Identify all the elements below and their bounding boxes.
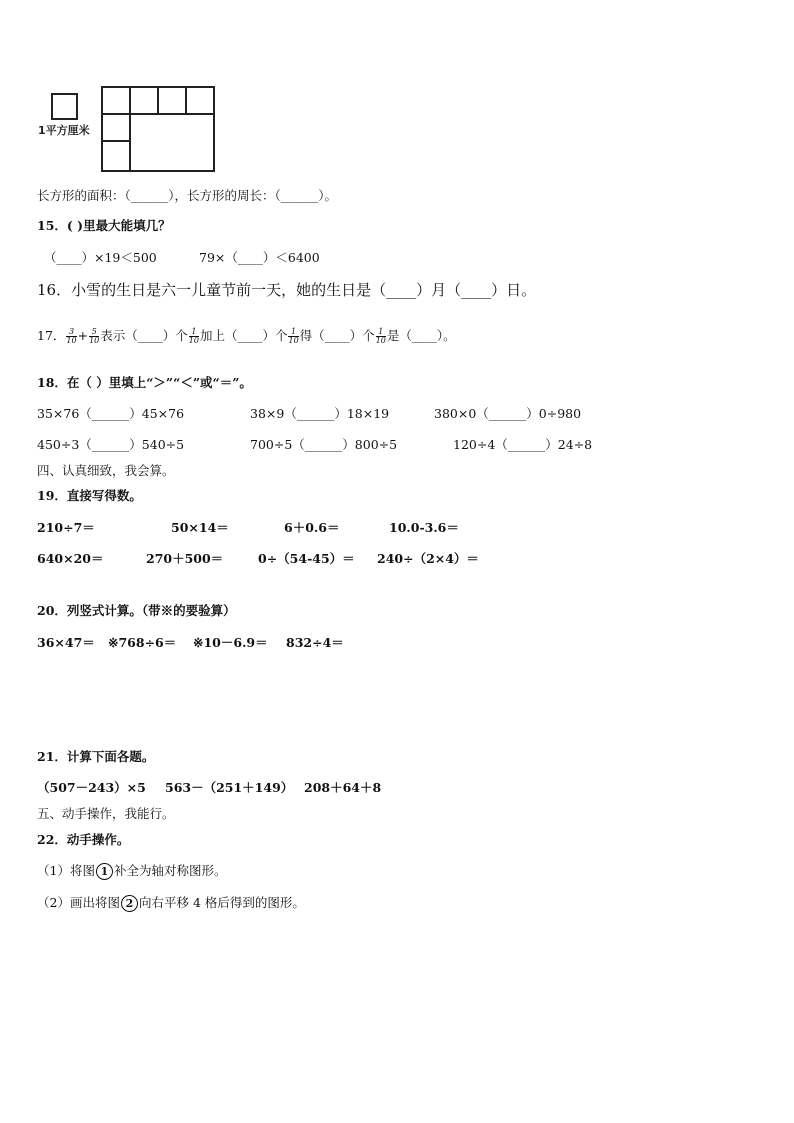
q22-title: 22．动手操作。 [37, 832, 130, 847]
fraction-1-10-c: $\frac{1}{10}$ [375, 327, 386, 345]
q17-line [37, 328, 456, 345]
q15-item-1: （____）×19＜500 [44, 250, 157, 265]
fraction-5-10: $\frac{5}{10}$ [89, 327, 100, 345]
q19-r2-c1: 640×20＝ [37, 551, 104, 566]
fraction-1-10-a: $\frac{1}{10}$ [188, 327, 199, 345]
q19-r1-c1: 210÷7＝ [37, 520, 95, 535]
q17-part1: 表示（____）个 [100, 328, 188, 343]
q19-r2-c2: 270＋500＝ [146, 551, 224, 566]
plus-sign: + [77, 328, 89, 343]
area-figure [36, 84, 236, 180]
q22-sub1-prefix: （1）将图 [37, 863, 95, 878]
q18-r2-c3: 120÷4（______）24÷8 [453, 437, 593, 452]
section-5-title: 五、动手操作，我能行。 [37, 806, 175, 821]
q19-r1-c4: 10.0-3.6＝ [389, 520, 459, 535]
q18-r2-c1: 450÷3（______）540÷5 [37, 437, 185, 452]
unit-label: 1平方厘米 [38, 124, 90, 137]
q22-sub1-suffix: 补全为轴对称图形。 [113, 863, 227, 878]
q17-part3: 得（____）个 [299, 328, 375, 343]
q22-sub2-suffix: 向右平移 4 格后得到的图形。 [138, 895, 305, 910]
q20-item-1: 36×47＝ [37, 635, 95, 650]
q19-title: 19．直接写得数。 [37, 488, 142, 503]
q18-title: 18．在（ ）里填上“＞”“＜”或“＝”。 [37, 375, 252, 390]
q18-r1-c1: 35×76（______）45×76 [37, 406, 185, 421]
q19-r2-c3: 0÷（54-45）＝ [258, 551, 355, 566]
q14-text: 长方形的面积：（______），长方形的周长：（______）。 [37, 188, 338, 203]
q20-item-3: ※10－6.9＝ [193, 635, 268, 650]
q20-title: 20．列竖式计算。（带※的要验算） [37, 603, 236, 618]
q22-sub-1 [37, 863, 226, 880]
rectangle-grid [102, 87, 214, 171]
q20-item-4: 832÷4＝ [286, 635, 344, 650]
fraction-1-10-b: $\frac{1}{10}$ [288, 327, 299, 345]
q18-r2-c2: 700÷5（______）800÷5 [250, 437, 398, 452]
q18-r1-c2: 38×9（______）18×19 [250, 406, 390, 421]
unit-square [52, 94, 77, 119]
q21-item-3: 208＋64＋8 [304, 780, 382, 795]
rectangle-figure-svg [36, 84, 236, 176]
circled-number-2-icon: 2 [121, 895, 138, 912]
circled-number-1-icon: 1 [96, 863, 113, 880]
q16-text: 16．小雪的生日是六一儿童节前一天，她的生日是（____）月（____）日。 [37, 281, 537, 299]
q21-item-1: （507－243）×5 [37, 780, 146, 795]
q22-sub2-prefix: （2）画出将图 [37, 895, 120, 910]
q19-r1-c3: 6＋0.6＝ [284, 520, 340, 535]
q17-prefix: 17． [37, 328, 66, 343]
q20-item-2: ※768÷6＝ [108, 635, 177, 650]
section-4-title: 四、认真细致，我会算。 [37, 463, 175, 478]
q17-part2: 加上（____）个 [199, 328, 288, 343]
q15-title: 15．( )里最大能填几？ [37, 218, 171, 233]
q18-r1-c3: 380×0（______）0÷980 [434, 406, 582, 421]
q19-r1-c2: 50×14＝ [171, 520, 229, 535]
q22-sub-2 [37, 895, 305, 912]
q21-title: 21．计算下面各题。 [37, 749, 155, 764]
q19-r2-c4: 240÷（2×4）＝ [377, 551, 479, 566]
fraction-3-10: $\frac{3}{10}$ [66, 327, 77, 345]
q21-item-2: 563－（251＋149） [165, 780, 294, 795]
q15-item-2: 79×（____）＜6400 [199, 250, 320, 265]
q17-part4: 是（____）。 [386, 328, 456, 343]
